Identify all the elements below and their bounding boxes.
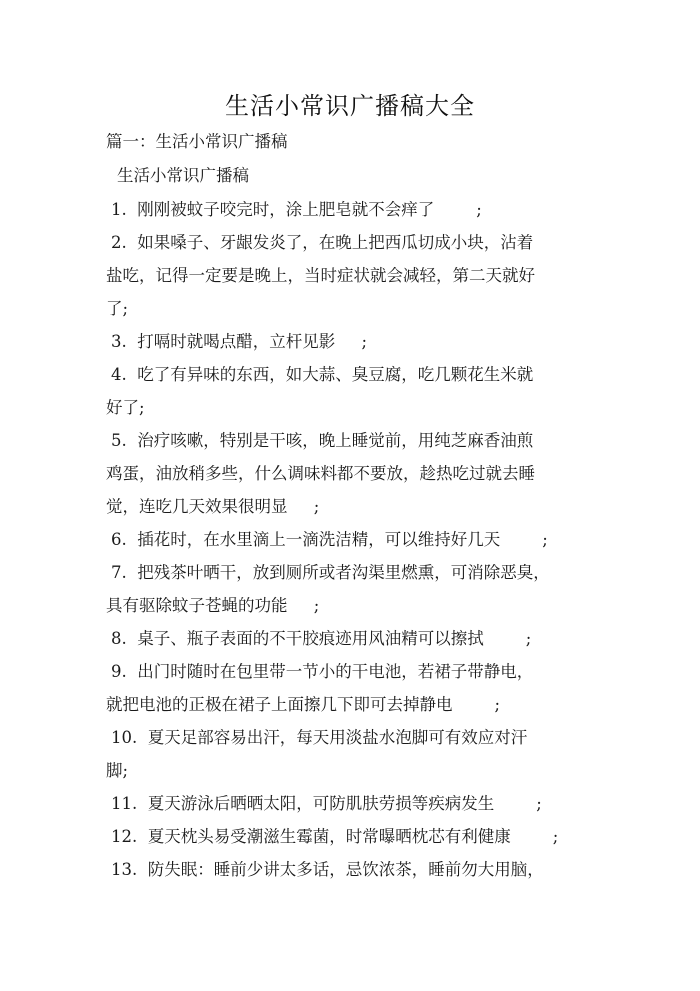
text-line: 觉，连吃几天效果很明显 ; — [106, 497, 320, 516]
text-line: 鸡蛋，油放稍多些，什么调味料都不要放，趁热吃过就去睡 — [106, 464, 535, 483]
text-line: 好了; — [106, 398, 145, 417]
text-line: 盐吃，记得一定要是晚上，当时症状就会减轻，第二天就好 — [106, 266, 535, 285]
text-line: 5. 治疗咳嗽，特别是干咳，晚上睡觉前，用纯芝麻香油煎 — [111, 431, 534, 450]
document-title: 生活小常识广播稿大全 — [225, 92, 475, 120]
text-line: 脚; — [106, 761, 129, 780]
section-subtitle: 生活小常识广播稿 — [117, 166, 249, 185]
text-line: 3. 打嗝时就喝点醋，立杆见影 ; — [111, 332, 368, 351]
text-line: 1. 刚刚被蚊子咬完时，涂上肥皂就不会痒了 ; — [111, 200, 482, 219]
text-line: 13. 防失眠：睡前少讲太多话，忌饮浓茶，睡前勿大用脑， — [111, 860, 544, 879]
text-line: 8. 桌子、瓶子表面的不干胶痕迹用风油精可以擦拭 ; — [111, 629, 532, 648]
text-line: 9. 出门时随时在包里带一节小的干电池，若裙子带静电， — [111, 662, 534, 681]
text-line: 4. 吃了有异味的东西，如大蒜、臭豆腐，吃几颗花生米就 — [111, 365, 534, 384]
text-line: 12. 夏天枕头易受潮滋生霉菌，时常曝晒枕芯有利健康 ; — [111, 827, 559, 846]
text-line: 就把电池的正极在裙子上面擦几下即可去掉静电 ; — [106, 695, 501, 714]
text-line: 7. 把残茶叶晒干，放到厕所或者沟渠里燃熏，可消除恶臭， — [111, 563, 550, 582]
text-line: 具有驱除蚊子苍蝇的功能 ; — [106, 596, 320, 615]
text-line: 了; — [106, 299, 129, 318]
text-line: 2. 如果嗓子、牙龈发炎了，在晚上把西瓜切成小块，沾着 — [111, 233, 534, 252]
text-line: 6. 插花时，在水里滴上一滴洗洁精，可以维持好几天 ; — [111, 530, 548, 549]
text-line: 11. 夏天游泳后晒晒太阳，可防肌肤劳损等疾病发生 ; — [111, 794, 542, 813]
text-line: 10. 夏天足部容易出汗，每天用淡盐水泡脚可有效应对汗 — [111, 728, 528, 747]
chapter-heading: 篇一：生活小常识广播稿 — [106, 132, 288, 151]
